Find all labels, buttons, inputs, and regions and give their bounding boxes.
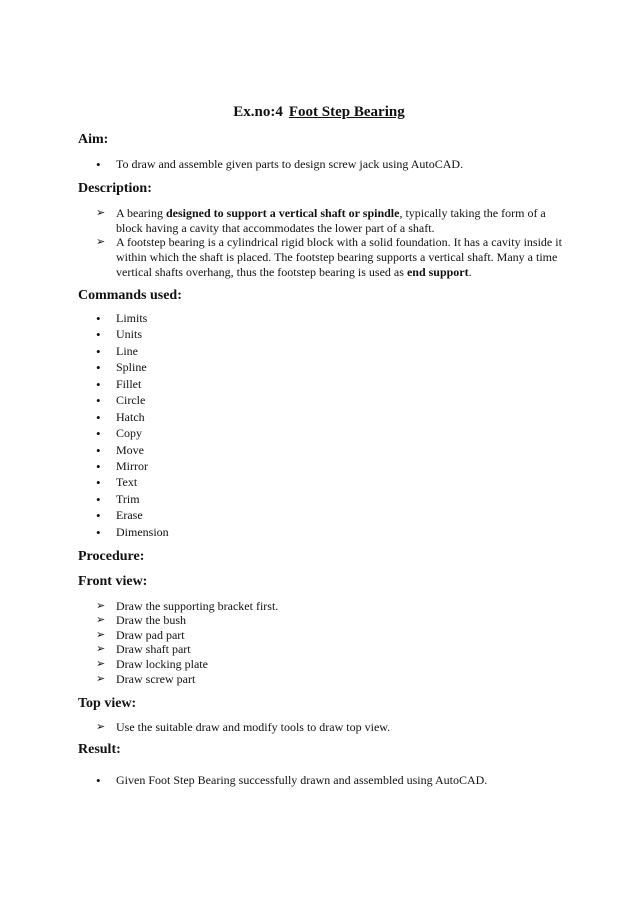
result-item: • Given Foot Step Bearing successfully drawn and assembled using AutoCAD. (96, 773, 488, 788)
bullet-icon: • (96, 508, 101, 523)
bullet-icon: • (96, 426, 101, 441)
bullet-icon: • (96, 393, 101, 408)
top-view-step: ➢ Use the suitable draw and modify tools to draw top view. (96, 720, 391, 734)
arrow-bullet-icon: ➢ (96, 658, 106, 670)
description-item-2: ➢ A footstep bearing is a cylindrical rigid block with a solid foundation. It has a cavity inside it within which the shaft is placed. The footstep bearing supports a vertical shaft. Many a time vertical shafts overhang, thus the footstep bearing is used as end support. (96, 235, 562, 279)
command-item: • Hatch (96, 410, 145, 425)
command-item: • Text (96, 475, 138, 490)
aim-item: • To draw and assemble given parts to design screw jack using AutoCAD. (96, 157, 464, 172)
arrow-bullet-icon: ➢ (96, 629, 106, 641)
front-view-step: ➢ Draw shaft part (96, 642, 191, 656)
front-view-heading: Front view: (78, 574, 148, 589)
bullet-icon: • (96, 475, 101, 490)
command-item: • Line (96, 344, 138, 359)
command-item: • Limits (96, 311, 148, 326)
bullet-icon: • (96, 157, 101, 172)
bullet-icon: • (96, 327, 101, 342)
bullet-icon: • (96, 492, 101, 507)
command-item: • Fillet (96, 377, 142, 392)
arrow-bullet-icon: ➢ (96, 236, 106, 248)
bullet-icon: • (96, 344, 101, 359)
command-item: • Circle (96, 393, 146, 408)
top-view-heading: Top view: (78, 696, 137, 711)
bullet-icon: • (96, 360, 101, 375)
bullet-icon: • (96, 410, 101, 425)
page-title (0, 104, 638, 121)
arrow-bullet-icon: ➢ (96, 721, 106, 733)
bullet-icon: • (96, 311, 101, 326)
command-item: • Move (96, 443, 144, 458)
description-item-1: ➢ A bearing designed to support a vertical shaft or spindle, typically taking the form of a block having a cavity that accommodates the lower part of a shaft. (96, 206, 546, 235)
front-view-step: ➢ Draw the supporting bracket first. (96, 599, 279, 613)
command-item: • Units (96, 327, 143, 342)
arrow-bullet-icon: ➢ (96, 600, 106, 612)
front-view-step: ➢ Draw locking plate (96, 657, 208, 671)
result-heading: Result: (78, 742, 121, 757)
arrow-bullet-icon: ➢ (96, 207, 106, 219)
command-item: • Spline (96, 360, 147, 375)
exercise-name: Foot Step Bearing (288, 104, 405, 120)
procedure-heading: Procedure: (78, 549, 145, 564)
aim-heading: Aim: (78, 132, 109, 147)
exercise-number: Ex.no:4 (233, 104, 283, 120)
front-view-step: ➢ Draw screw part (96, 672, 196, 686)
bullet-icon: • (96, 459, 101, 474)
command-item: • Copy (96, 426, 143, 441)
command-item: • Erase (96, 508, 143, 523)
arrow-bullet-icon: ➢ (96, 614, 106, 626)
front-view-step: ➢ Draw the bush (96, 613, 186, 627)
commands-heading: Commands used: (78, 288, 182, 303)
arrow-bullet-icon: ➢ (96, 673, 106, 685)
command-item: • Mirror (96, 459, 148, 474)
bullet-icon: • (96, 525, 101, 540)
command-item: • Dimension (96, 525, 169, 540)
bullet-icon: • (96, 443, 101, 458)
arrow-bullet-icon: ➢ (96, 643, 106, 655)
bullet-icon: • (96, 773, 101, 788)
front-view-step: ➢ Draw pad part (96, 628, 185, 642)
command-item: • Trim (96, 492, 140, 507)
bullet-icon: • (96, 377, 101, 392)
description-heading: Description: (78, 181, 152, 196)
